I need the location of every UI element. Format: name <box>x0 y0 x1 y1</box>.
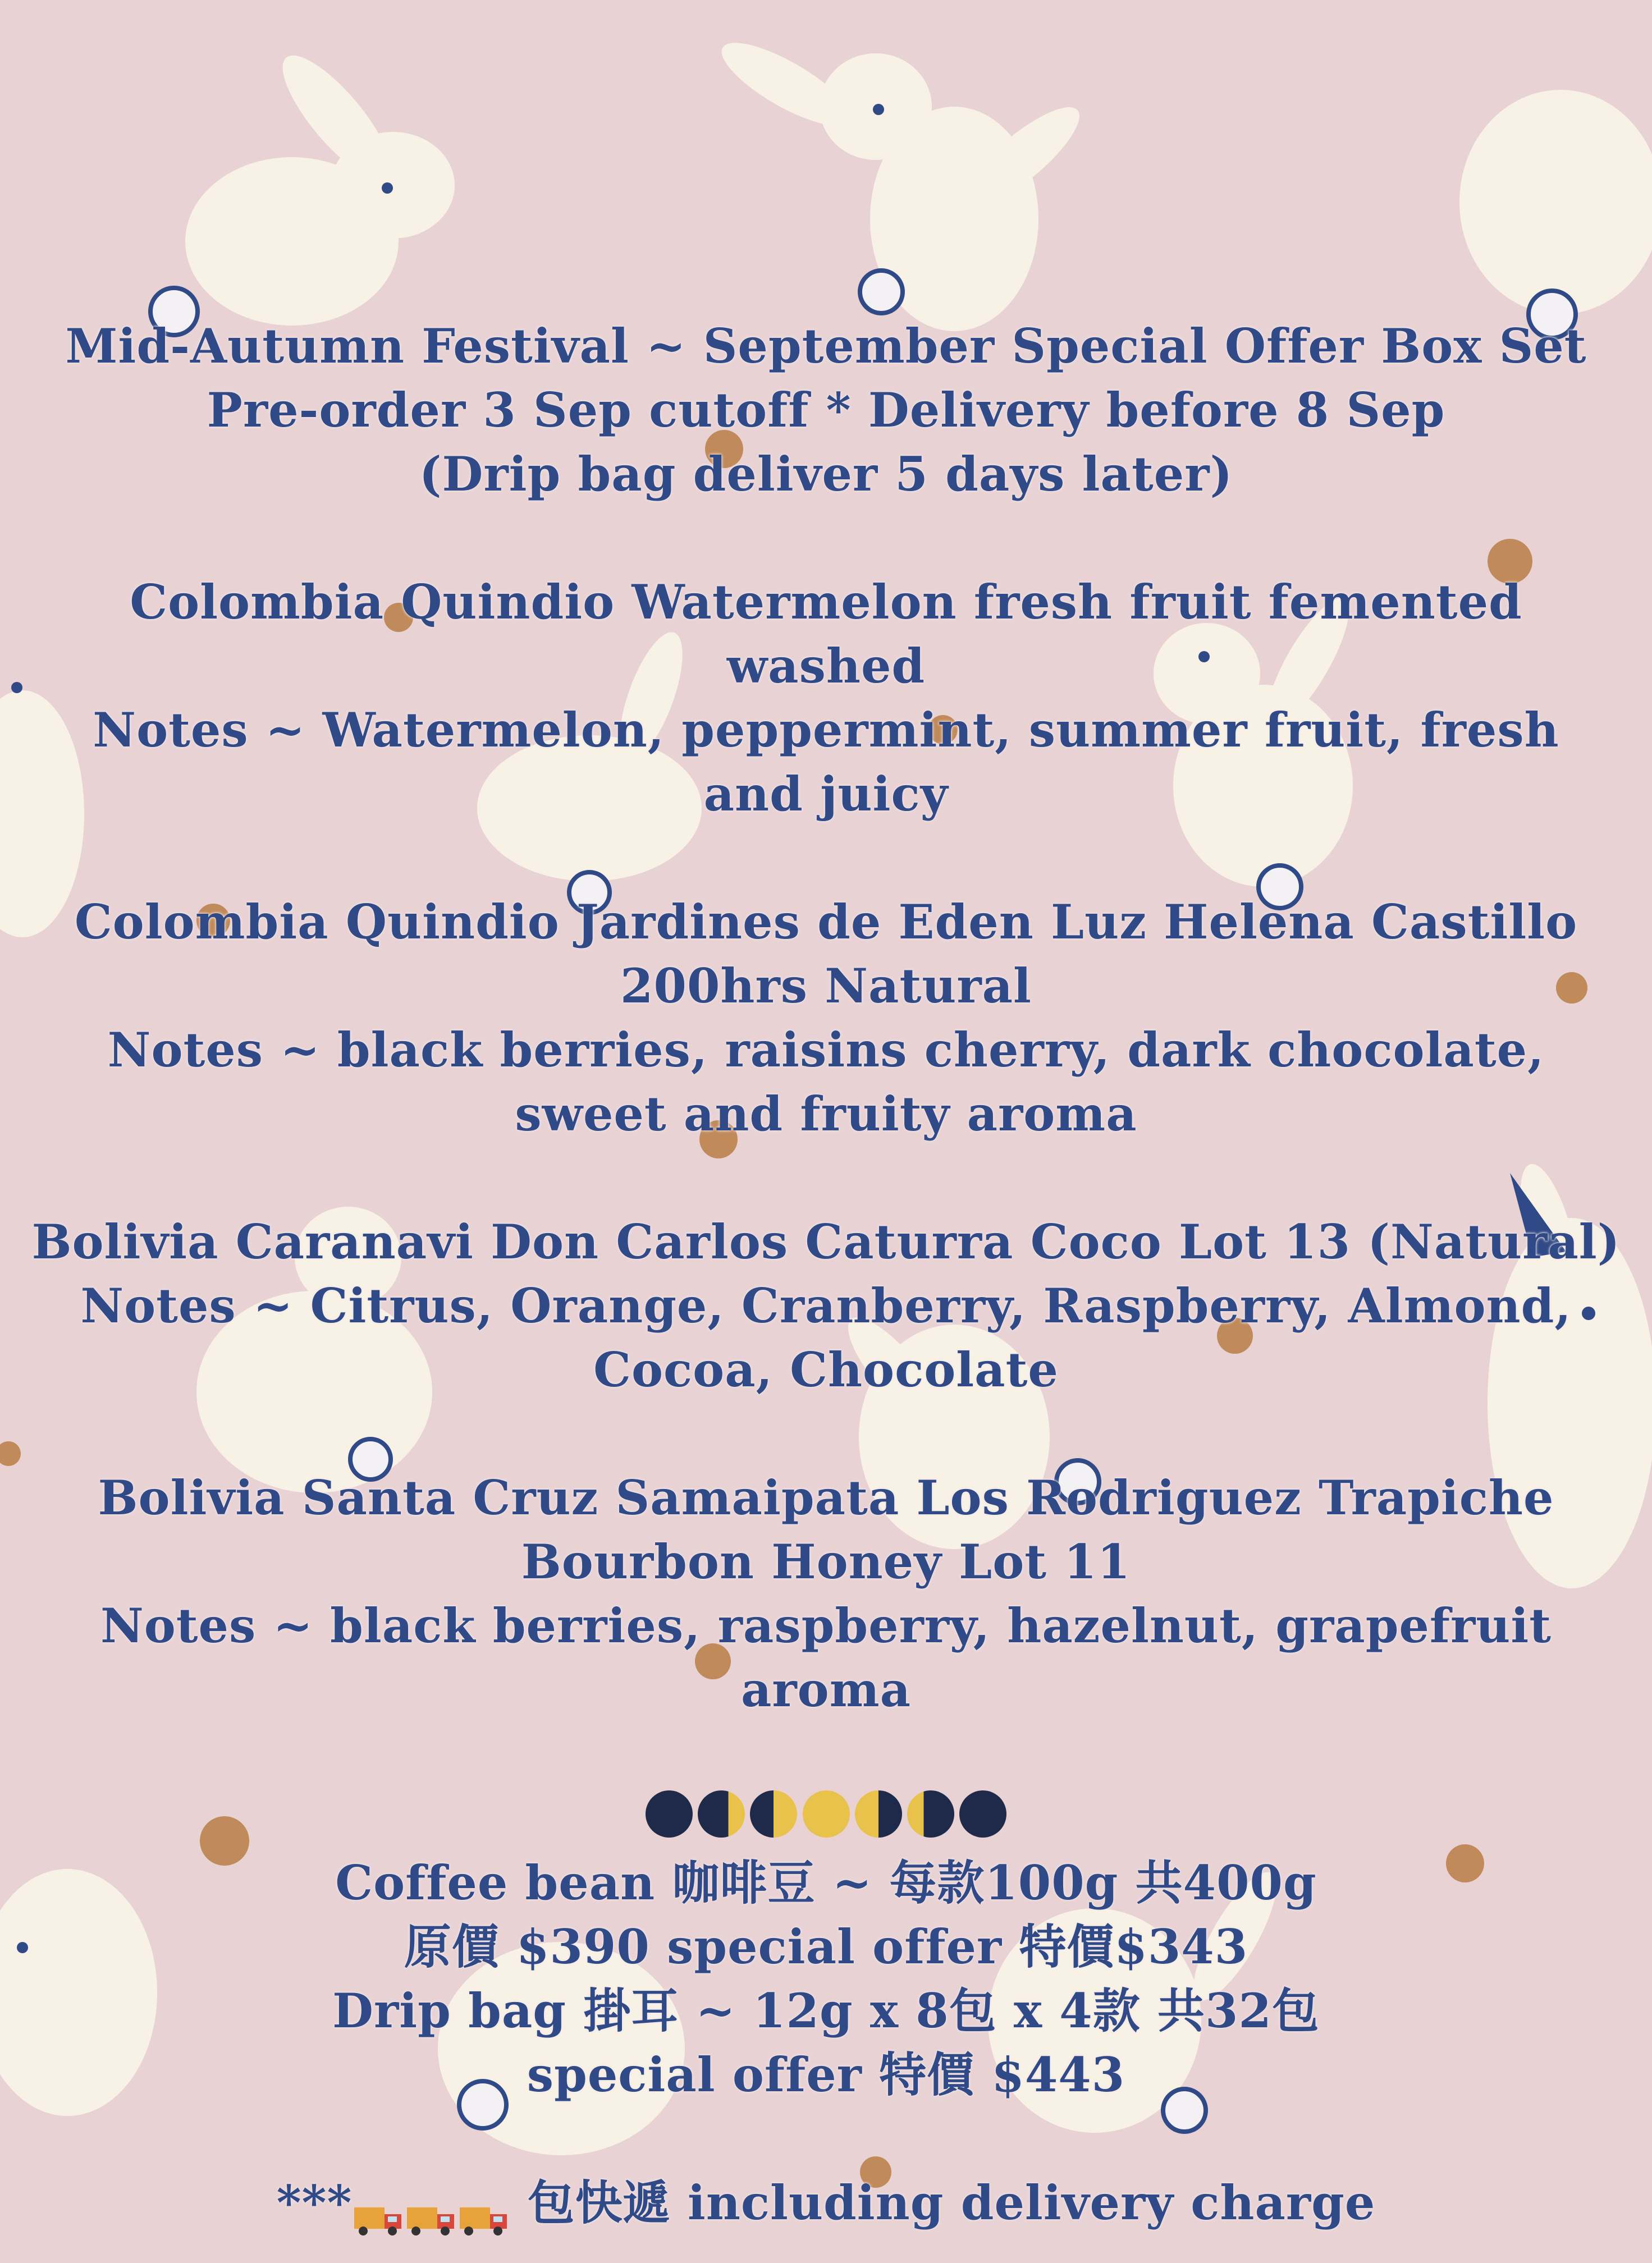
coffee-3-notes-line-2: Cocoa, Chocolate <box>593 1342 1059 1398</box>
delivery-truck-icon <box>406 2189 456 2224</box>
drip-price-line: special offer 特價 $443 <box>527 2047 1125 2102</box>
coffee-1-notes-line-2: and juicy <box>703 766 949 822</box>
coffee-3-name-line-1: Bolivia Caranavi Don Carlos Caturra Coco Lot 13 (Natural) <box>31 1214 1621 1270</box>
title-line-1: Mid-Autumn Festival ~ September Special Offer Box Set <box>65 318 1587 374</box>
coffee-1-name-line-1: Colombia Quindio Watermelon fresh fruit femented <box>130 574 1522 630</box>
coffee-4-name-line-2: Bourbon Honey Lot 11 <box>521 1534 1131 1589</box>
new-moon-icon <box>959 1790 1006 1838</box>
drip-line: Drip bag 掛耳 ~ 12g x 8包 x 4款 共32包 <box>332 1983 1320 2038</box>
coffee-2-notes-line-1: Notes ~ black berries, raisins cherry, dark chocolate, <box>107 1022 1545 1078</box>
full-moon-icon <box>803 1790 850 1838</box>
delivery-prefix: *** <box>276 2175 353 2230</box>
coffee-4-name-line-1: Bolivia Santa Cruz Samaipata Los Rodriguez Trapiche <box>98 1470 1554 1526</box>
coffee-1-name-line-2: washed <box>726 638 926 694</box>
first-quarter-moon-icon <box>750 1790 797 1838</box>
coffee-4-notes-line-1: Notes ~ black berries, raspberry, hazelnut, grapefruit <box>100 1598 1552 1653</box>
offer-text <box>0 314 1652 2235</box>
rabbit-illustration <box>1459 90 1652 314</box>
waxing-crescent-moon-icon <box>698 1790 745 1838</box>
waning-crescent-moon-icon <box>907 1790 954 1838</box>
last-quarter-moon-icon <box>855 1790 902 1838</box>
coffee-1-notes-line-1: Notes ~ Watermelon, peppermint, summer fruit, fresh <box>93 702 1559 758</box>
delivery-line <box>0 2171 1652 2235</box>
coffee-3-notes-line-1: Notes ~ Citrus, Orange, Cranberry, Raspberry, Almond, <box>80 1278 1572 1334</box>
delivery-truck-icon <box>459 2189 509 2224</box>
moon-phases-row <box>0 1790 1652 1847</box>
bean-price-line: 原價 $390 special offer 特價$343 <box>404 1919 1248 1975</box>
new-moon-icon <box>646 1790 693 1838</box>
title-line-3: (Drip bag deliver 5 days later) <box>419 446 1233 502</box>
bean-line: Coffee bean 咖啡豆 ~ 每款100g 共400g <box>335 1855 1317 1911</box>
coffee-2-name-line-1: Colombia Quindio Jardines de Eden Luz Helena Castillo <box>74 894 1578 950</box>
title-line-2: Pre-order 3 Sep cutoff * Delivery before 8 Sep <box>207 382 1445 438</box>
delivery-truck-icon <box>353 2189 404 2224</box>
rabbit-illustration <box>185 42 455 326</box>
coffee-4-notes-line-2: aroma <box>740 1662 912 1717</box>
delivery-text: 包快遞 including delivery charge <box>510 2175 1376 2230</box>
coffee-2-name-line-2: 200hrs Natural <box>620 958 1032 1014</box>
coffee-2-notes-line-2: sweet and fruity aroma <box>515 1086 1137 1142</box>
